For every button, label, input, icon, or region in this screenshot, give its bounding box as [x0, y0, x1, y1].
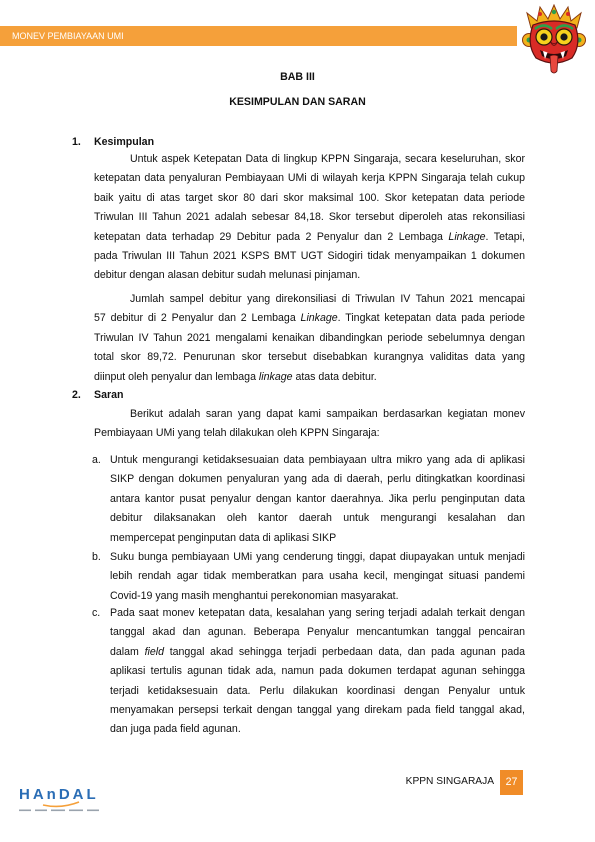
list-marker: b.	[92, 551, 101, 563]
balinese-mask-logo-icon	[522, 4, 586, 76]
text-run: dalam	[110, 645, 145, 658]
text-run: . Tetapi,	[485, 230, 525, 243]
text-line	[94, 329, 525, 348]
text-line	[110, 643, 525, 662]
text-run: ketepatan data penyaluran Pembiayaan UMi di wilayah kerja KPPN Singaraja telah cukup	[94, 172, 525, 185]
text-run: total skor 89,72. Penurunan skor tersebut disebabkan kurangnya validitas data yang	[94, 351, 525, 364]
list-item-text	[110, 604, 525, 740]
handal-logo-text: HAnDAL	[19, 786, 99, 803]
text-line	[110, 490, 525, 509]
text-run: diinput oleh penyalur dan lembaga	[94, 370, 259, 383]
text-run: mempercepat penginputan data di aplikasi SIKP	[110, 531, 337, 544]
section-heading-saran	[0, 386, 595, 405]
list-marker: a.	[92, 454, 101, 466]
text-line	[94, 169, 525, 188]
italic-term: Linkage	[300, 312, 338, 325]
footer-office-name: KPPN SINGARAJA	[405, 776, 494, 787]
text-line	[110, 720, 525, 739]
text-run: debitur dilaksanakan oleh kantor daerah untuk mengurangi kesalahan dan	[110, 512, 525, 525]
chapter-number: BAB III	[280, 71, 315, 83]
text-line	[94, 247, 525, 266]
text-line	[110, 682, 525, 701]
list-marker: c.	[92, 607, 101, 619]
text-line	[94, 150, 525, 169]
text-line	[110, 529, 525, 548]
logo-swoosh-icon	[41, 800, 81, 808]
text-line	[94, 405, 525, 424]
section-title: Saran	[94, 389, 124, 401]
text-run: pada Triwulan III Tahun 2021 KSPS BMT UGT Sidogiri tidak menyampaikan 1 dokumen	[94, 249, 525, 262]
handal-logo	[19, 786, 109, 816]
text-line	[110, 662, 525, 681]
text-line	[94, 368, 525, 387]
text-line	[110, 470, 525, 489]
text-run: Pembiayaan UMi yang telah dilakukan oleh KPPN Singaraja:	[94, 427, 380, 440]
text-run: Untuk mengurangi ketidaksesuaian data pembiayaan ultra mikro yang ada di aplikasi	[110, 454, 525, 466]
text-run: debitur dengan alasan debitur sudah melunasi pinjaman.	[94, 269, 361, 282]
text-run: ketepatan data terhadap 29 Debitur pada 2 Penyalur dan 2 Lembaga	[94, 230, 449, 243]
section-title: Kesimpulan	[94, 136, 155, 148]
text-line	[110, 567, 525, 586]
text-line	[110, 701, 525, 720]
text-line	[110, 604, 525, 623]
section-number: 1.	[72, 136, 81, 148]
paragraph	[94, 405, 525, 444]
text-run: antara kantor pusat penyalur dengan kantor daerahnya. Jika perlu penginputan data	[110, 492, 525, 505]
text-run: tanggal akad sehingga terjadi perbedaan data, dan pada agunan pada	[164, 645, 525, 658]
text-line	[94, 290, 525, 309]
text-run: menyamakan persepsi terkait dengan tanggal yang direkam pada field tanggal akad,	[110, 703, 525, 716]
text-line	[94, 189, 525, 208]
text-run: 57 debitur di 2 Penyalur dan 2 Lembaga	[94, 312, 301, 325]
text-line	[110, 548, 525, 567]
text-run: Triwulan IV Tahun 2021 mengalami kenaikan dibandingkan periode sebelumnya dengan	[94, 331, 525, 344]
text-line	[94, 424, 525, 443]
italic-term: Linkage	[448, 230, 486, 243]
text-run: atas data debitur.	[292, 370, 377, 383]
section-number: 2.	[72, 389, 81, 401]
text-run: terjadi ketidaksesuain data. Perlu dilakukan koordinasi dengan Penyalur untuk	[110, 684, 525, 697]
text-run: Pada saat monev ketepatan data, kesalahan yang sering terjadi adalah terkait dengan	[110, 607, 525, 619]
text-run: SIKP dengan dokumen penyaluran yang ada di daerah, perlu ditingkatkan koordinasi	[110, 473, 525, 486]
text-line	[94, 348, 525, 367]
text-line	[94, 309, 525, 328]
text-run: Jumlah sampel debitur yang direkonsiliasi di Triwulan IV Tahun 2021 mencapai	[130, 293, 525, 305]
italic-term: linkage	[258, 370, 293, 383]
text-line	[94, 266, 525, 285]
header-title: MONEV PEMBIAYAAN UMI	[12, 31, 124, 41]
text-run: dan juga pada field agunan.	[110, 723, 241, 736]
text-run: Suku bunga pembiayaan UMi yang cenderung tinggi, dapat diupayakan untuk menjadi	[110, 551, 525, 563]
page-number: 27	[500, 770, 523, 795]
text-run: Triwulan III Tahun 2021 adalah sebesar 84,18. Skor tersebut diperoleh atas rekonsiliasi	[94, 211, 525, 224]
italic-term: field	[144, 645, 164, 658]
text-run: aplikasi tertulis agunan tidak ada, namun pada dokumen terdapat agunan sehingga	[110, 665, 525, 678]
text-run: Berikut adalah saran yang dapat kami sampaikan berdasarkan kegiatan monev	[130, 408, 525, 420]
text-run: baik yaitu di atas target skor 80 dari skor maksimal 100. Skor ketepatan data periode	[94, 191, 525, 204]
text-line	[110, 509, 525, 528]
header-bar	[0, 26, 517, 46]
logo-tagline-decoration	[19, 809, 103, 812]
text-line	[110, 451, 525, 470]
text-run: Covid-19 yang masih menghantui perekonomian masyarakat.	[110, 589, 399, 602]
paragraph	[94, 150, 525, 286]
text-line	[94, 228, 525, 247]
chapter-title: KESIMPULAN DAN SARAN	[229, 96, 366, 108]
list-item-text	[110, 451, 525, 548]
text-line	[94, 208, 525, 227]
text-run: lebih rendah agar tidak memberatkan para usaha kecil, mengingat situasi pandemi	[110, 570, 525, 583]
text-run: Untuk aspek Ketepatan Data di lingkup KPPN Singaraja, secara keseluruhan, skor	[130, 153, 525, 165]
text-run: . Tingkat ketepatan data pada periode	[337, 312, 525, 325]
text-line	[110, 623, 525, 642]
list-item-text	[110, 548, 525, 606]
paragraph	[94, 290, 525, 387]
text-run: tanggal akad dan agunan. Beberapa Penyalur mencantumkan tanggal pencairan	[110, 626, 525, 639]
